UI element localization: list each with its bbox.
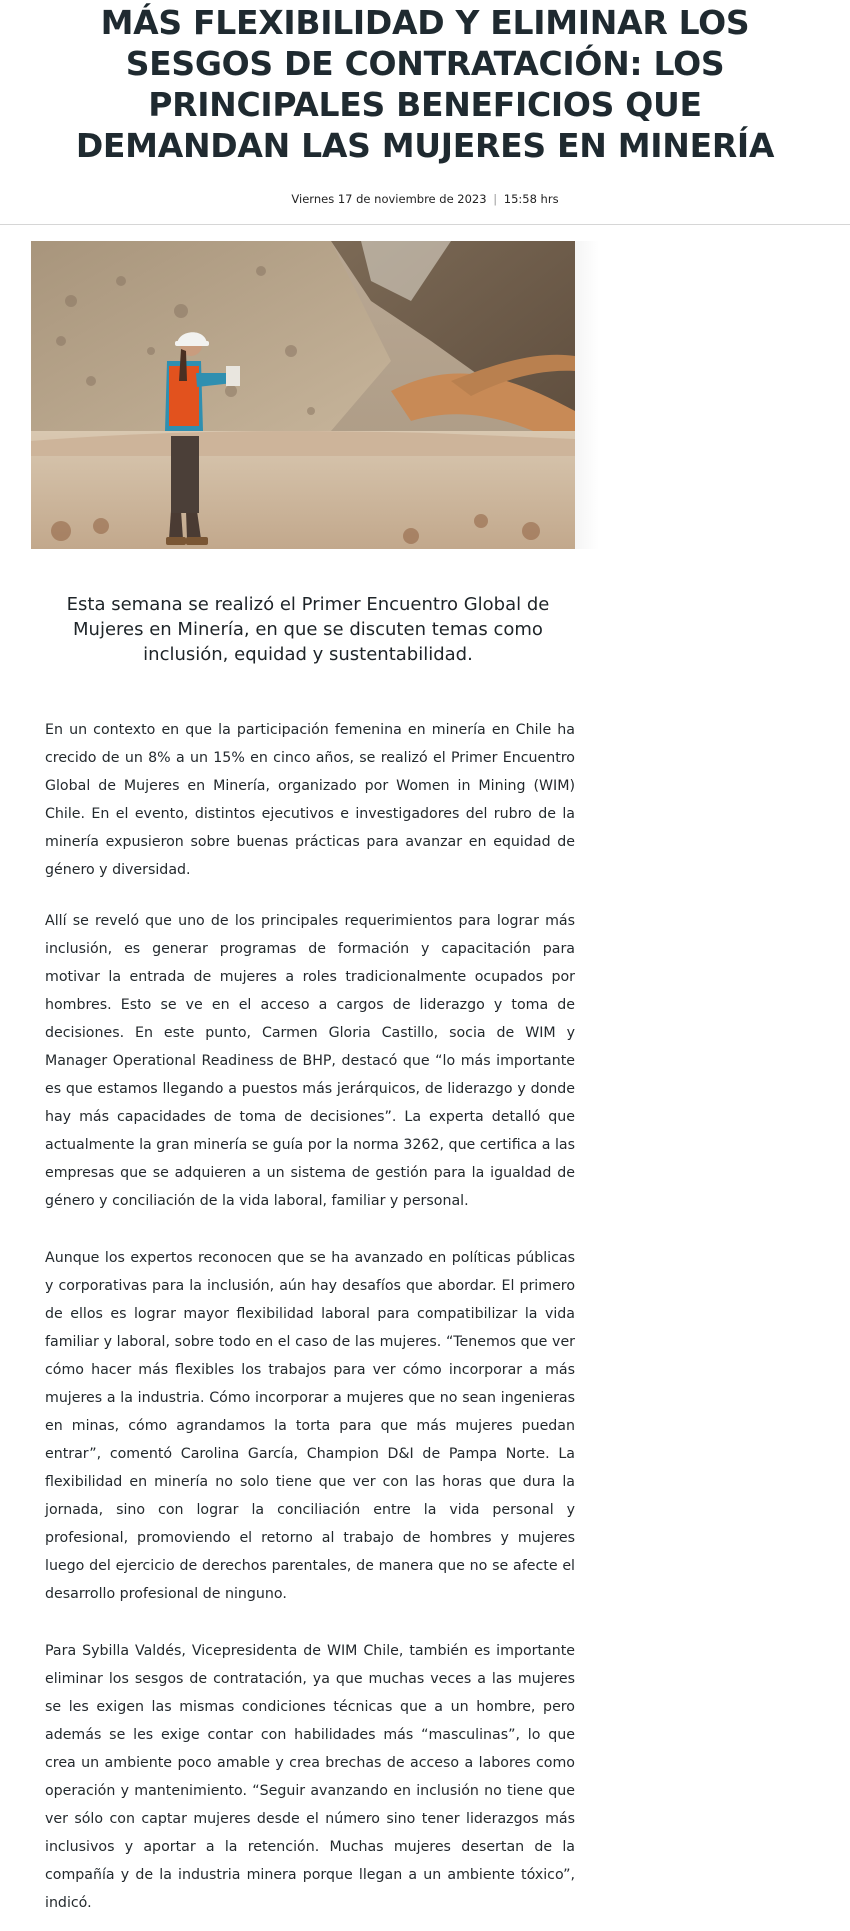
article-lead: Esta semana se realizó el Primer Encuentro Global de Mujeres en Minería, en que se discuten temas como inclusión, equidad y sustentabilidad. (66, 594, 550, 665)
article-title: MÁS FLEXIBILIDAD Y ELIMINAR LOS SESGOS DE CONTRATACIÓN: LOS PRINCIPALES BENEFICIOS QUE DEMANDAN LAS MUJERES EN MINERÍA (75, 3, 775, 165)
article-meta (0, 191, 850, 207)
photo-edge-shadow (575, 241, 599, 549)
article-photo (31, 241, 575, 549)
publish-time: 15:58 hrs (503, 192, 559, 206)
article-paragraph: Para Sybilla Valdés, Vicepresidenta de WIM Chile, también es importante eliminar los sesgos de contratación, ya que muchas veces a las mujeres se les exigen las mismas condiciones técnicas que a un hombre, pero además se les exige contar con habilidades más “masculinas”, lo que crea un ambiente poco amable y crea brechas de acceso a labores como operación y mantenimiento. “Seguir avanzando en inclusión no tiene que ver sólo con captar mujeres desde el número sino tener liderazgos más inclusivos y aportar a la retención. Muchas mujeres desertan de la compañía y de la industria minera porque llegan a un ambiente tóxico”, indicó. (45, 1643, 575, 1911)
meta-separator: | (493, 192, 498, 206)
publish-date: Viernes 17 de noviembre de 2023 (291, 192, 487, 206)
article-paragraph: Aunque los expertos reconocen que se ha avanzado en políticas públicas y corporativas para la inclusión, aún hay desafíos que abordar. El primero de ellos es lograr mayor flexibilidad laboral para compatibilizar la vida familiar y laboral, sobre todo en el caso de las mujeres. “Tenemos que ver cómo hacer más flexibles los trabajos para ver cómo incorporar a más mujeres a la industria. Cómo incorporar a mujeres que no sean ingenieras en minas, cómo agrandamos la torta para que más mujeres puedan entrar”, comentó Carolina García, Champion D&I de Pampa Norte. La flexibilidad en minería no solo tiene que ver con las horas que dura la jornada, sino con lograr la conciliación entre la vida personal y profesional, promoviendo el retorno al trabajo de hombres y mujeres luego del ejercicio de derechos parentales, de manera que no se afecte el desarrollo profesional de ninguno. (45, 1250, 575, 1602)
article-paragraph: En un contexto en que la participación femenina en minería en Chile ha crecido de un 8% a un 15% en cinco años, se realizó el Primer Encuentro Global de Mujeres en Minería, organizado por Women in Mining (WIM) Chile. En el evento, distintos ejecutivos e investigadores del rubro de la minería expusieron sobre buenas prácticas para avanzar en equidad de género y diversidad. (45, 722, 575, 878)
article-paragraph: Allí se reveló que uno de los principales requerimientos para lograr más inclusión, es generar programas de formación y capacitación para motivar la entrada de mujeres a roles tradicionalmente ocupados por hombres. Esto se ve en el acceso a cargos de liderazgo y toma de decisiones. En este punto, Carmen Gloria Castillo, socia de WIM y Manager Operational Readiness de BHP, destacó que “lo más importante es que estamos llegando a puestos más jerárquicos, de liderazgo y donde hay más capacidades de toma de decisiones”. La experta detalló que actualmente la gran minería se guía por la norma 3262, que certifica a las empresas que se adquieren a un sistema de gestión para la igualdad de género y conciliación de la vida laboral, familiar y personal. (45, 913, 575, 1209)
article-header (0, 0, 850, 225)
